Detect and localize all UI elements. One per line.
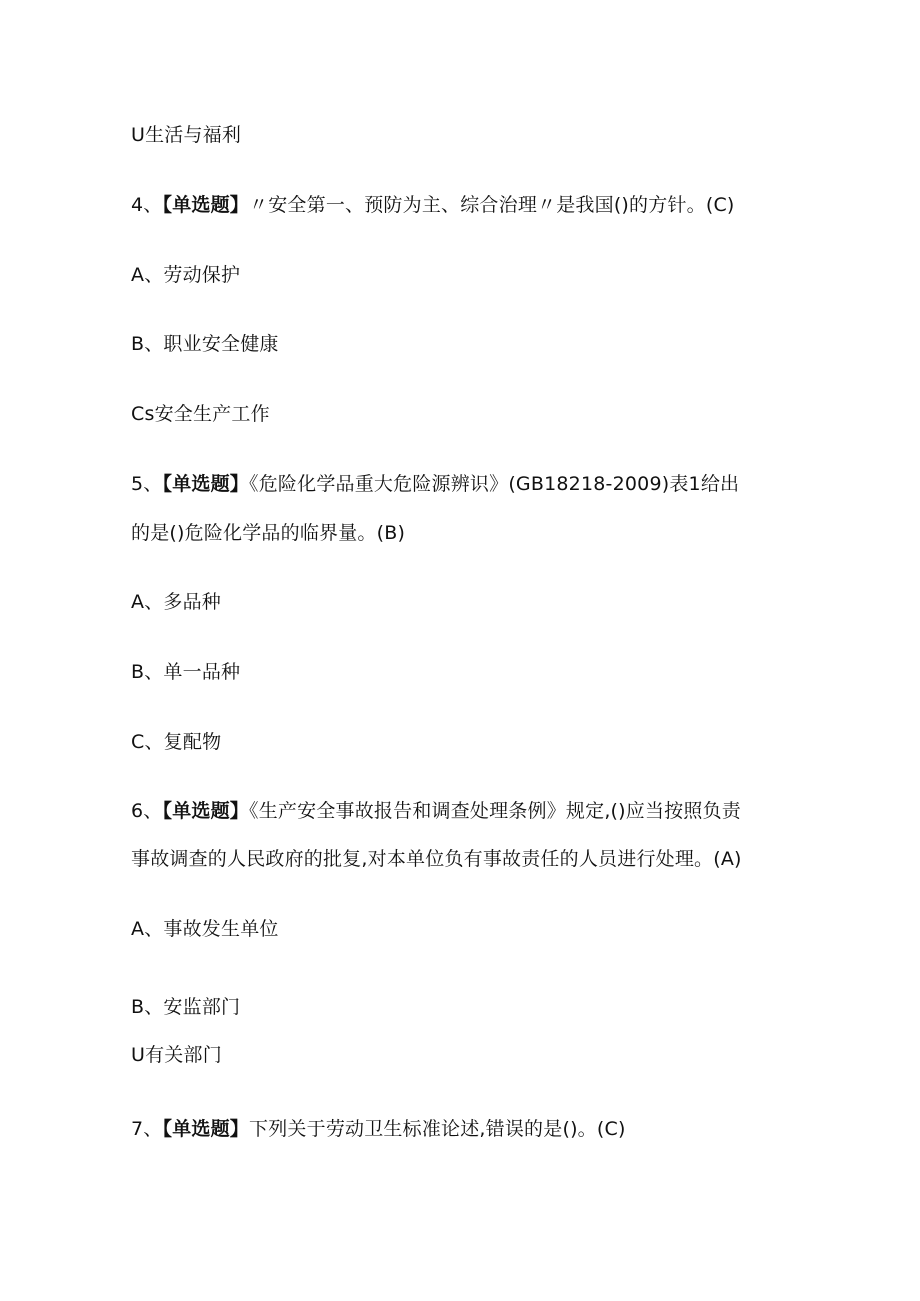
option-text: A、事故发生单位 [131,918,279,940]
option-text: Cs安全生产工作 [131,403,270,425]
question-6-continued [131,847,742,871]
question-type-tag: 【单选题】 [162,800,250,822]
question-text: 《危险化学品重大危险源辨识》(GB18218-2009)表1给出 [249,473,740,495]
option-a-q4 [131,263,240,287]
question-type-tag: 【单选题】 [162,1118,250,1140]
question-text: 〃安全第一、预防为主、综合治理〃是我国()的方针。(C) [249,194,735,216]
question-number: 5、 [131,473,163,495]
question-text: 事故调查的人民政府的批复,对本单位负有事故责任的人员进行处理。(A) [131,848,742,870]
option-text: B、单一品种 [131,661,241,683]
question-number: 4、 [131,194,163,216]
question-text: 的是()危险化学品的临界量。(B) [131,522,406,544]
option-text: B、安监部门 [131,996,241,1018]
option-b-q4 [131,332,279,356]
question-7 [131,1117,626,1141]
option-text: A、劳动保护 [131,264,241,286]
option-c-q4 [131,402,270,426]
option-text: C、复配物 [131,731,222,753]
question-type-tag: 【单选题】 [162,473,250,495]
option-text: U有关部门 [131,1044,222,1066]
question-type-tag: 【单选题】 [162,194,250,216]
question-4 [131,193,735,217]
option-b-q6 [131,995,240,1019]
option-text: A、多品种 [131,591,221,613]
question-number: 6、 [131,800,163,822]
question-5 [131,472,739,496]
option-b-q5 [131,660,240,684]
option-text: U生活与福利 [131,124,242,146]
question-6 [131,799,741,823]
question-5-continued [131,521,405,545]
option-a-q6 [131,917,279,941]
option-a-q5 [131,590,221,614]
option-text: B、职业安全健康 [131,333,279,355]
option-c-q6 [131,1043,222,1067]
question-text: 下列关于劳动卫生标准论述,错误的是()。(C) [249,1118,626,1140]
question-text: 《生产安全事故报告和调查处理条例》规定,()应当按照负责 [249,800,741,822]
question-number: 7、 [131,1118,163,1140]
option-c-q5 [131,730,221,754]
option-c-q3 [131,123,241,147]
